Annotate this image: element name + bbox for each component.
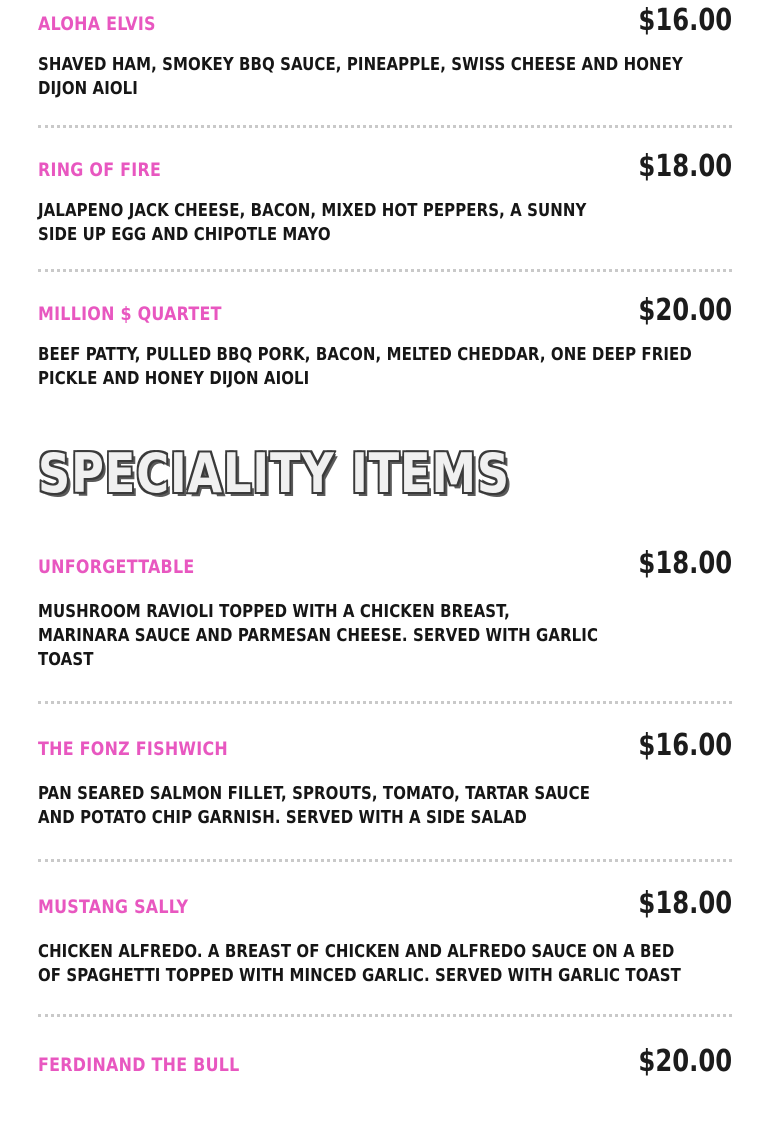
menu-item-name: MILLION $ QUARTET xyxy=(38,303,222,325)
menu-item-header xyxy=(38,149,732,184)
menu-item-description: PAN SEARED SALMON FILLET, SPROUTS, TOMATO, TARTAR SAUCE AND POTATO CHIP GARNISH. SERVED WITH A SIDE SALAD xyxy=(38,784,591,828)
menu-item-price: $18.00 xyxy=(638,546,732,581)
menu-item-header xyxy=(38,293,732,328)
menu-item xyxy=(38,1045,732,1077)
menu-item xyxy=(38,150,732,247)
item-divider xyxy=(38,125,732,128)
item-divider xyxy=(38,1014,732,1017)
menu-item-name: UNFORGETTABLE xyxy=(38,556,195,578)
menu-item-header xyxy=(38,1044,732,1079)
menu-item-price: $16.00 xyxy=(638,3,732,38)
menu-item-name: ALOHA ELVIS xyxy=(38,13,156,35)
menu-item xyxy=(38,729,732,830)
menu-item xyxy=(38,887,732,988)
item-divider xyxy=(38,701,732,704)
menu-item-description: SHAVED HAM, SMOKEY BBQ SAUCE, PINEAPPLE, SWISS CHEESE AND HONEY DIJON AIOLI xyxy=(38,55,683,99)
menu-item-price: $18.00 xyxy=(638,149,732,184)
menu-item-description: BEEF PATTY, PULLED BBQ PORK, BACON, MELTED CHEDDAR, ONE DEEP FRIED PICKLE AND HONEY DIJON AIOLI xyxy=(38,345,692,389)
menu-item-name: MUSTANG SALLY xyxy=(38,896,189,918)
item-divider xyxy=(38,269,732,272)
menu-item-header xyxy=(38,546,732,581)
menu-item-price: $18.00 xyxy=(638,886,732,921)
menu-item-header xyxy=(38,728,732,763)
menu-item-description: JALAPENO JACK CHEESE, BACON, MIXED HOT PEPPERS, A SUNNY SIDE UP EGG AND CHIPOTLE MAYO xyxy=(38,201,587,245)
menu-item-name: RING OF FIRE xyxy=(38,159,162,181)
section-heading xyxy=(38,442,732,505)
menu-item-header xyxy=(38,3,732,38)
menu-item-name: FERDINAND THE BULL xyxy=(38,1054,240,1076)
menu-item xyxy=(38,547,732,672)
item-divider xyxy=(38,859,732,862)
menu-item xyxy=(38,0,732,101)
menu-item-name: THE FONZ FISHWICH xyxy=(38,738,228,760)
menu-item-price: $20.00 xyxy=(638,293,732,328)
menu-item-price: $20.00 xyxy=(638,1044,732,1079)
menu-item-header xyxy=(38,886,732,921)
menu-item-description: CHICKEN ALFREDO. A BREAST OF CHICKEN AND ALFREDO SAUCE ON A BED OF SPAGHETTI TOPPED WITH MINCED GARLIC. SERVED WITH GARLIC TOAST xyxy=(38,942,681,986)
menu-item-description: MUSHROOM RAVIOLI TOPPED WITH A CHICKEN BREAST, MARINARA SAUCE AND PARMESAN CHEESE. SERVED WITH GARLIC TOAST xyxy=(38,602,599,670)
menu-item-price: $16.00 xyxy=(638,728,732,763)
menu-item xyxy=(38,294,732,391)
section-heading-text: SPECIALITY ITEMS xyxy=(38,442,511,505)
